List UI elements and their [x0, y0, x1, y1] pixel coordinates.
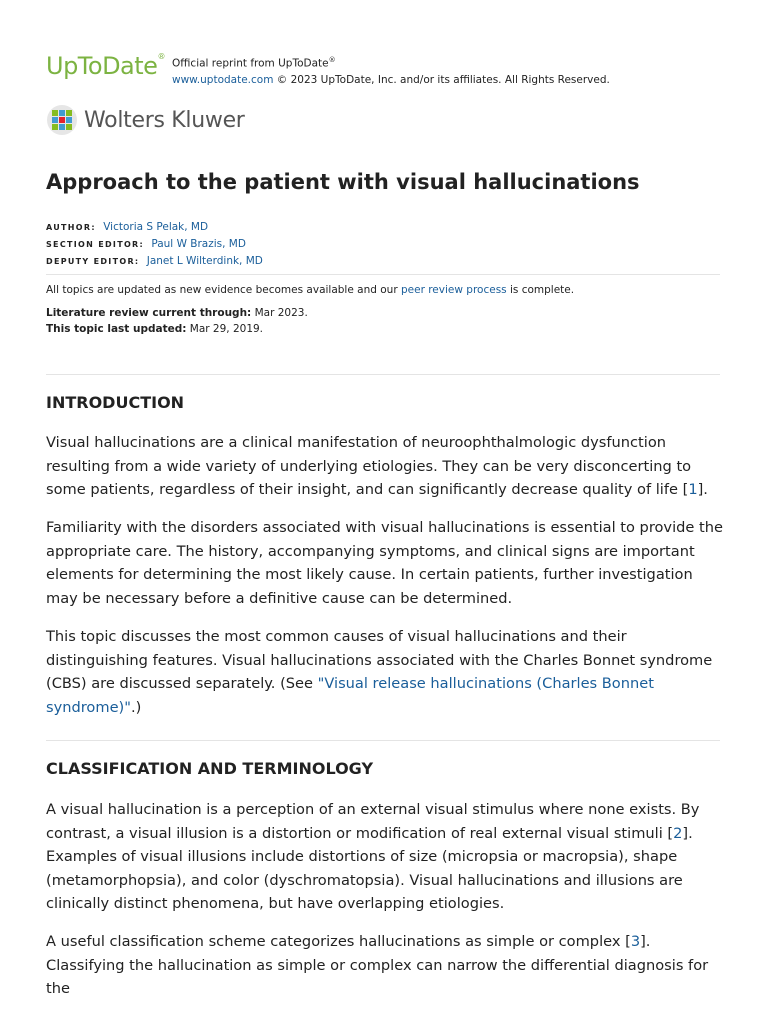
copyright-text: © 2023 UpToDate, Inc. and/or its affiliates. All Rights Reserved.	[273, 73, 610, 86]
classification-paragraph-1: A visual hallucination is a perception of an external visual stimulus where none exists. By contrast, a visual illusion is a distortion or modification of real external visual stimuli [2]. Examples of visual illusions include distortions of size (micropsia or macropsia), shape (metamorphopsia), and color (dyschromatopsia). Visual hallucinations and illusions are clinically distinct phenomena, but have overlapping etiologies.	[46, 801, 700, 912]
section-editor-link[interactable]: Paul W Brazis, MD	[151, 238, 246, 250]
divider	[46, 274, 720, 275]
reference-link[interactable]: 2	[673, 824, 683, 842]
divider	[46, 374, 720, 375]
reprint-header	[46, 50, 726, 90]
page-title: Approach to the patient with visual hallucinations	[46, 170, 640, 194]
section-heading-introduction: INTRODUCTION	[46, 393, 185, 412]
uptodate-logo[interactable]: UpToDate®	[46, 52, 165, 80]
reference-link[interactable]: 3	[630, 933, 641, 950]
charles-bonnet-topic-link[interactable]: "Visual release hallucinations (Charles Bonnet syndrome)"	[46, 675, 654, 716]
reprint-notice: Official reprint from UpToDate® www.uptodate.com © 2023 UpToDate, Inc. and/or its affiliates. All Rights Reserved.	[172, 56, 610, 86]
author-row: AUTHOR: Victoria S Pelak, MD	[46, 221, 209, 233]
contributors	[46, 219, 263, 270]
divider	[46, 740, 720, 741]
review-dates	[46, 305, 308, 337]
peer-review-link[interactable]: peer review process	[400, 284, 507, 296]
wolters-kluwer-logo	[46, 104, 245, 136]
update-notice: All topics are updated as new evidence becomes available and our peer review process is complete.	[46, 284, 575, 296]
wolters-kluwer-mark-icon	[46, 104, 78, 136]
reprint-line: Official reprint from UpToDate	[172, 57, 329, 70]
deputy-editor-row: DEPUTY EDITOR: Janet L Wilterdink, MD	[46, 255, 263, 267]
section-heading-classification: CLASSIFICATION AND TERMINOLOGY	[46, 759, 374, 778]
reference-link[interactable]: 1	[688, 481, 698, 498]
author-link[interactable]: Victoria S Pelak, MD	[103, 221, 209, 233]
deputy-editor-link[interactable]: Janet L Wilterdink, MD	[146, 255, 263, 267]
intro-paragraph-2: Familiarity with the disorders associated with visual hallucinations is essential to provide the appropriate care. The history, accompanying symptoms, and clinical signs are important elements for determining the most likely cause. In certain patients, further investigation may be necessary before a definitive cause can be determined.	[46, 519, 723, 607]
uptodate-site-link[interactable]: www.uptodate.com	[172, 73, 274, 86]
classification-paragraph-2: A useful classification scheme categorizes hallucinations as simple or complex [3]. Classifying the hallucination as simple or complex can narrow the differential diagnosis for the	[46, 933, 709, 997]
last-updated-date: This topic last updated: Mar 29, 2019.	[46, 323, 264, 335]
literature-review-date: Literature review current through: Mar 2023.	[46, 307, 308, 319]
publisher-name: Wolters Kluwer	[84, 107, 245, 133]
section-editor-row: SECTION EDITOR: Paul W Brazis, MD	[46, 238, 246, 250]
intro-paragraph-3: This topic discusses the most common causes of visual hallucinations and their distinguishing features. Visual hallucinations associated with the Charles Bonnet syndrome (CBS) are discussed separately. (See "Visual release hallucinations (Charles Bonnet syndrome)".)	[46, 628, 713, 716]
intro-paragraph-1: Visual hallucinations are a clinical manifestation of neuroophthalmologic dysfunction resulting from a wide variety of underlying etiologies. They can be very disconcerting to some patients, regardless of their insight, and can significantly decrease quality of life [1].	[46, 434, 708, 498]
